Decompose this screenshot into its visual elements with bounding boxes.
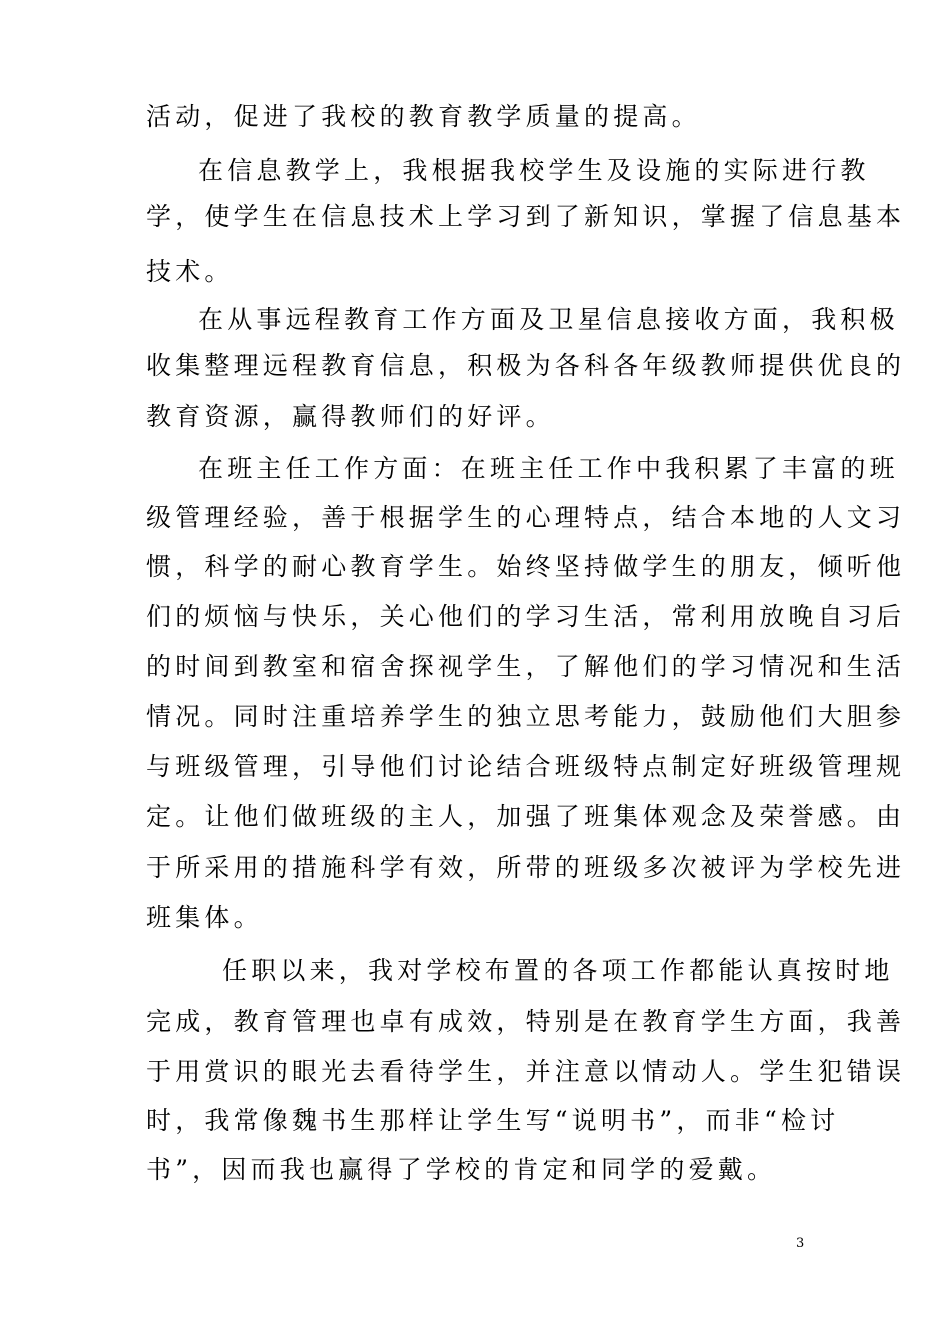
text-line: 时，我常像魏书生那样让学生写“说明书”，而非“检讨 (146, 1106, 840, 1135)
text-line: 活动，促进了我校的教育教学质量的提高。 (146, 102, 701, 131)
text-line: 在从事远程教育工作方面及卫星信息接收方面，我积极 (198, 305, 899, 334)
text-line: 学，使学生在信息技术上学习到了新知识，掌握了信息基本 (146, 202, 906, 231)
text-line: 于所采用的措施科学有效，所带的班级多次被评为学校先进 (146, 853, 906, 882)
text-line: 于用赏识的眼光去看待学生，并注意以情动人。学生犯错误 (146, 1057, 906, 1086)
text-line: 任职以来，我对学校布置的各项工作都能认真按时地 (222, 956, 894, 985)
text-line: 完成，教育管理也卓有成效，特别是在教育学生方面，我善 (146, 1007, 906, 1036)
text-line: 惯，科学的耐心教育学生。始终坚持做学生的朋友，倾听他 (146, 552, 906, 581)
text-line: 在班主任工作方面：在班主任工作中我积累了丰富的班 (198, 454, 899, 483)
text-line: 级管理经验，善于根据学生的心理特点，结合本地的人文习 (146, 503, 906, 532)
text-line: 班集体。 (146, 903, 263, 932)
text-line: 教育资源，赢得教师们的好评。 (146, 402, 555, 431)
text-line: 收集整理远程教育信息，积极为各科各年级教师提供优良的 (146, 351, 906, 380)
text-line: 书”，因而我也赢得了学校的肯定和同学的爱戴。 (146, 1155, 777, 1184)
text-line: 们的烦恼与快乐，关心他们的学习生活，常利用放晚自习后 (146, 602, 906, 631)
text-line: 与班级管理，引导他们讨论结合班级特点制定好班级管理规 (146, 752, 906, 781)
text-line: 情况。同时注重培养学生的独立思考能力，鼓励他们大胆参 (146, 702, 906, 731)
text-line: 的时间到教室和宿舍探视学生，了解他们的学习情况和生活 (146, 652, 906, 681)
text-line: 定。让他们做班级的主人，加强了班集体观念及荣誉感。由 (146, 802, 906, 831)
text-line: 在信息教学上，我根据我校学生及设施的实际进行教 (198, 156, 870, 185)
text-line: 技术。 (146, 257, 234, 286)
page-number: 3 (796, 1236, 805, 1251)
